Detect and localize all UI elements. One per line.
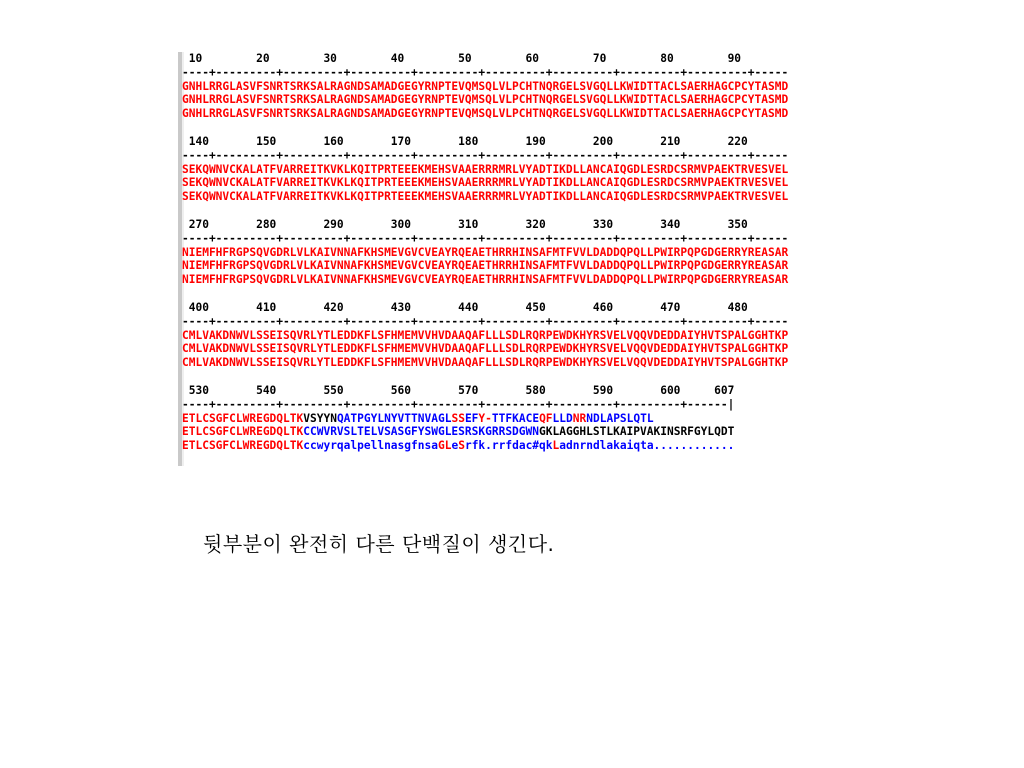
sequence-row	[182, 425, 855, 439]
alignment-block-3	[182, 218, 855, 286]
sequence-row: SEKQWNVCKALATFVARREITKVKLKQITPRTEEEKMEHSVAAERRRMRLVYADTIKDLLANCAIQGDLESRDCSRMVPAEKTRVESVEL	[182, 162, 789, 176]
sequence-segment: LLD	[552, 411, 573, 425]
ruler-ticks: ----+---------+---------+---------+---------+---------+---------+---------+---------+-----	[182, 315, 789, 328]
ruler-numbers: 270 280 290 300 310 320 330 340 350	[182, 218, 748, 231]
sequence-segment: GL	[437, 438, 452, 452]
alignment-block-2	[182, 135, 855, 203]
sequence-segment: ETLCSGFCLWREGDQLTK	[182, 425, 304, 438]
sequence-row: CMLVAKDNWVLSSEISQVRLYTLEDDKFLSFHMEMVVHVDAAQAFLLLSDLRQRPEWDKHYRSVELVQQVDEDDAIYHVTSPALGGHTKP	[182, 355, 789, 369]
sequence-row: NIEMFHFRGPSQVGDRLVLKAIVNNAFKHSMEVGVCVEAYRQEAETHRRHINSAFMTFVVLDADDQPQLLPWIRPQPGDGERRYREASAR	[182, 245, 789, 259]
sequence-row: GNHLRRGLASVFSNRTSRKSALRAGNDSAMADGEGYRNPTEVQMSQLVLPCHTNQRGELSVGQLLKWIDTTACLSAERHAGCPCYTASMD	[182, 106, 789, 120]
sequence-segment: CCWVRVSLTELVSASGFYSWGLESRSKGRRSDGWN	[303, 425, 539, 438]
ruler-numbers: 140 150 160 170 180 190 200 210 220	[182, 135, 748, 148]
sequence-segment: QF	[539, 411, 553, 425]
sequence-segment: rfk.rrfdac#qk	[464, 438, 553, 452]
sequence-row: SEKQWNVCKALATFVARREITKVKLKQITPRTEEEKMEHSVAAERRRMRLVYADTIKDLLANCAIQGDLESRDCSRMVPAEKTRVESVEL	[182, 189, 789, 203]
sequence-alignment-image	[178, 52, 855, 466]
sequence-segment: VSYYN	[303, 411, 337, 425]
alignment-block-4	[182, 301, 855, 369]
sequence-segment: L	[552, 438, 560, 452]
sequence-segment: S	[458, 438, 465, 452]
sequence-row: CMLVAKDNWVLSSEISQVRLYTLEDDKFLSFHMEMVVHVDAAQAFLLLSDLRQRPEWDKHYRSVELVQQVDEDDAIYHVTSPALGGHTKP	[182, 328, 789, 342]
sequence-row	[182, 412, 855, 426]
sequence-segment: QATPGYLNYVTTNVAGL	[336, 411, 452, 425]
ruler-numbers: 400 410 420 430 440 450 460 470 480	[182, 301, 748, 314]
sequence-segment: ccwyrqalpellnasgfnsa	[303, 438, 438, 452]
ruler-ticks: ----+---------+---------+---------+---------+---------+---------+---------+---------+-----	[182, 149, 789, 162]
sequence-row: GNHLRRGLASVFSNRTSRKSALRAGNDSAMADGEGYRNPTEVQMSQLVLPCHTNQRGELSVGQLLKWIDTTACLSAERHAGCPCYTASMD	[182, 93, 789, 106]
sequence-segment: e	[451, 438, 459, 452]
sequence-row: GNHLRRGLASVFSNRTSRKSALRAGNDSAMADGEGYRNPTEVQMSQLVLPCHTNQRGELSVGQLLKWIDTTACLSAERHAGCPCYTASMD	[182, 79, 789, 93]
sequence-row: NIEMFHFRGPSQVGDRLVLKAIVNNAFKHSMEVGVCVEAYRQEAETHRRHINSAFMTFVVLDADDQPQLLPWIRPQPGDGERRYREASAR	[182, 259, 789, 272]
sequence-row: SEKQWNVCKALATFVARREITKVKLKQITPRTEEEKMEHSVAAERRRMRLVYADTIKDLLANCAIQGDLESRDCSRMVPAEKTRVESVEL	[182, 176, 789, 189]
sequence-segment: NDLAPSLQTL	[586, 411, 654, 425]
sequence-segment: adnrndlakaiqta............	[559, 438, 735, 452]
ruler-numbers: 10 20 30 40 50 60 70 80 90	[182, 52, 742, 65]
sequence-segment: TTFKACE	[491, 411, 540, 425]
alignment-block-5	[182, 384, 855, 452]
sequence-segment: Y-	[478, 411, 492, 425]
alignment-block-1	[182, 52, 855, 120]
sequence-segment: SS	[451, 411, 465, 425]
sequence-segment: ETLCSGFCLWREGDQLTK	[182, 411, 304, 425]
ruler-ticks: ----+---------+---------+---------+---------+---------+---------+---------+---------+-----	[182, 232, 789, 245]
ruler-numbers: 530 540 550 560 570 580 590 600 607	[182, 384, 735, 397]
sequence-row: CMLVAKDNWVLSSEISQVRLYTLEDDKFLSFHMEMVVHVDAAQAFLLLSDLRQRPEWDKHYRSVELVQQVDEDDAIYHVTSPALGGHTKP	[182, 342, 789, 355]
sequence-segment: ETLCSGFCLWREGDQLTK	[182, 438, 304, 452]
sequence-segment: NR	[572, 411, 587, 425]
ruler-ticks: ----+---------+---------+---------+---------+---------+---------+---------+------|	[182, 398, 735, 411]
sequence-row	[182, 439, 855, 453]
slide-caption: 뒷부분이 완전히 다른 단백질이 생긴다.	[203, 532, 555, 556]
sequence-row: NIEMFHFRGPSQVGDRLVLKAIVNNAFKHSMEVGVCVEAYRQEAETHRRHINSAFMTFVVLDADDQPQLLPWIRPQPGDGERRYREASAR	[182, 272, 789, 286]
sequence-segment: EF	[464, 411, 479, 425]
sequence-segment: GKLAGGHLSTLKAIPVAKINSRFGYLQDT	[539, 425, 735, 438]
ruler-ticks: ----+---------+---------+---------+---------+---------+---------+---------+---------+-----	[182, 66, 789, 79]
